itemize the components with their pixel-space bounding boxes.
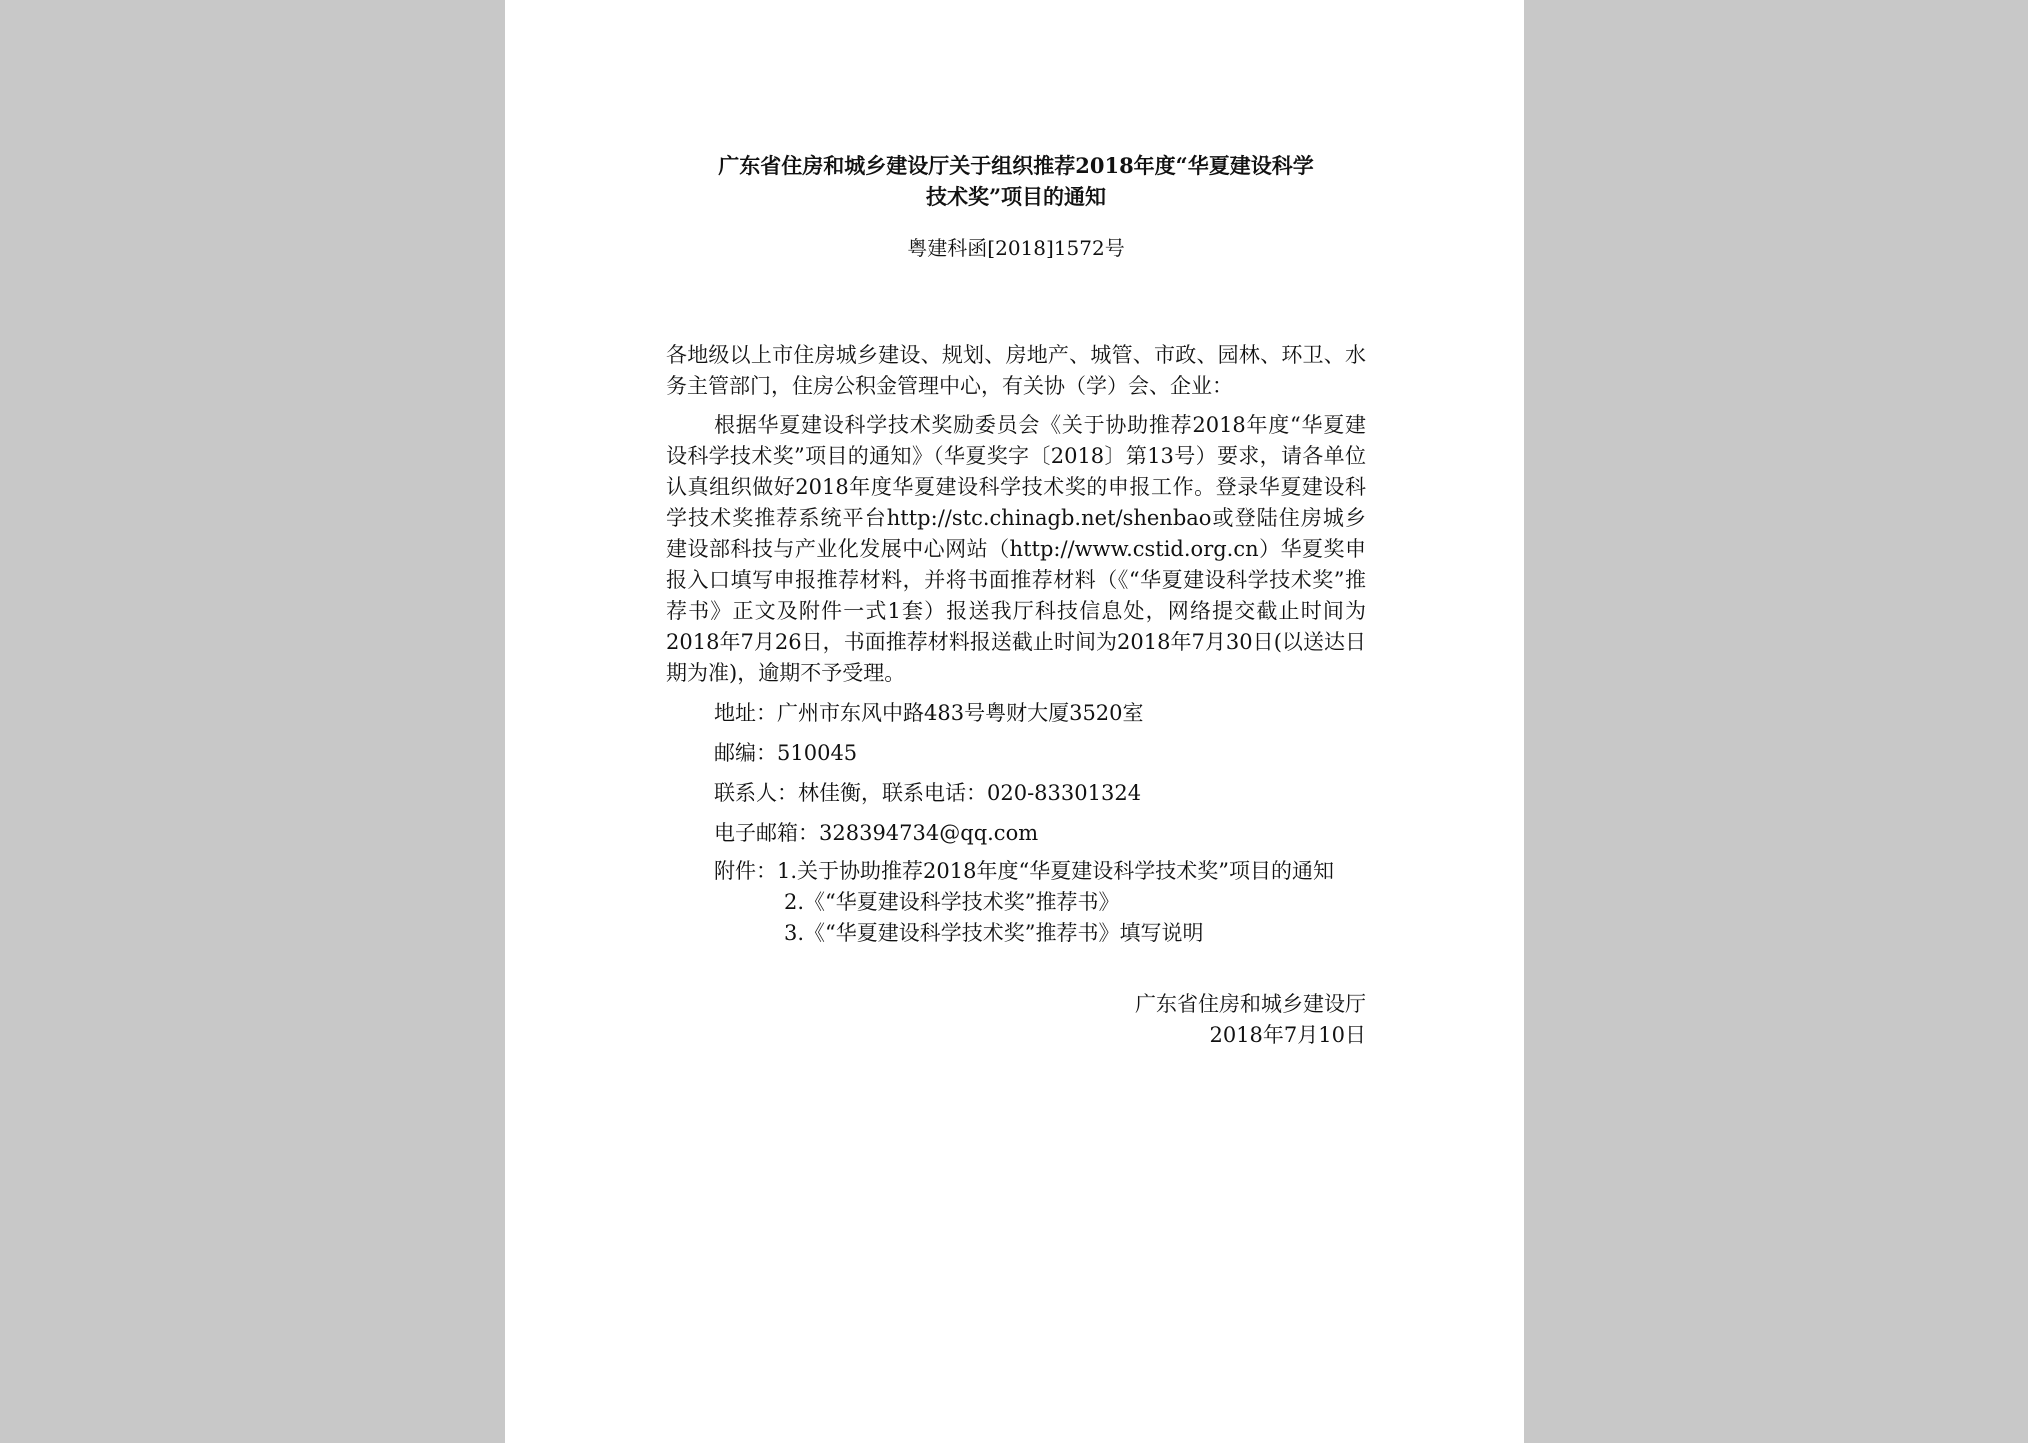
salutation: 各地级以上市住房城乡建设、规划、房地产、城管、市政、园林、环卫、水务主管部门，住房公积金管理中心，有关协（学）会、企业：	[666, 343, 1366, 398]
attachment-item-1	[666, 856, 1366, 887]
person-label: 联系人：	[714, 781, 798, 805]
phone-label: ，联系电话：	[861, 781, 987, 805]
attachment-label: 附件：	[714, 859, 777, 883]
attachment-item-2: 2.《“华夏建设科学技术奖”推荐书》	[784, 890, 1120, 914]
contact-address	[666, 698, 1366, 729]
postcode-value: 510045	[777, 741, 858, 765]
page-content	[666, 138, 1366, 1051]
contact-postcode	[666, 738, 1366, 769]
document-title	[666, 150, 1366, 212]
signature-block	[666, 989, 1366, 1051]
title-line-1: 广东省住房和城乡建设厅关于组织推荐2018年度“华夏建设科学	[718, 153, 1314, 178]
attachment-item-3: 3.《“华夏建设科学技术奖”推荐书》填写说明	[784, 921, 1204, 945]
signature-org: 广东省住房和城乡建设厅	[1135, 992, 1366, 1016]
body-paragraph: 根据华夏建设科学技术奖励委员会《关于协助推荐2018年度“华夏建设科学技术奖”项目的通知》（华夏奖字〔2018〕第13号）要求，请各单位认真组织做好2018年度华夏建设科学技术奖的申报工作。登录华夏建设科学技术奖推荐系统平台http://stc.chinagb.net/shenbao或登陆住房城乡建设部科技与产业化发展中心网站（http://www.cstid.org.cn）华夏奖申报入口填写申报推荐材料，并将书面推荐材料（《“华夏建设科学技术奖”推荐书》正文及附件一式1套）报送我厅科技信息处，网络提交截止时间为2018年7月26日，书面推荐材料报送截止时间为2018年7月30日(以送达日期为准)，逾期不予受理。	[666, 413, 1366, 685]
phone-value: 020-83301324	[987, 781, 1142, 805]
postcode-label: 邮编：	[714, 741, 777, 765]
document-number: 粤建科函[2018]1572号	[907, 236, 1125, 260]
attachment-1-text: 1.关于协助推荐2018年度“华夏建设科学技术奖”项目的通知	[777, 859, 1334, 883]
document-page	[505, 0, 1524, 1443]
contact-person	[666, 778, 1366, 809]
address-label: 地址：	[714, 701, 777, 725]
address-value: 广州市东风中路483号粤财大厦3520室	[777, 701, 1144, 725]
person-value: 林佳衡	[798, 781, 861, 805]
email-label: 电子邮箱：	[714, 821, 819, 845]
signature-date: 2018年7月10日	[1209, 1023, 1366, 1047]
contact-email	[666, 818, 1366, 849]
email-value: 328394734@qq.com	[819, 821, 1039, 845]
title-line-2: 技术奖”项目的通知	[925, 184, 1107, 209]
